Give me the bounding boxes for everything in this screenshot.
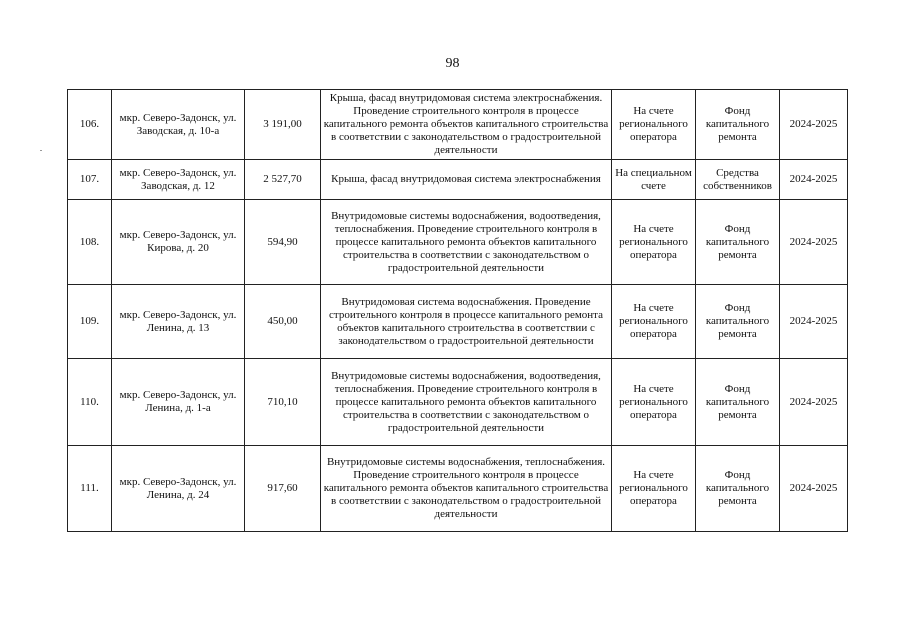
repair-schedule-table <box>67 89 848 532</box>
works-cell: Крыша, фасад внутридомовая система электроснабжения <box>321 160 612 200</box>
row-number: 106. <box>68 90 112 160</box>
cost-cell: 917,60 <box>245 446 321 532</box>
row-number: 110. <box>68 359 112 446</box>
source-cell: Фонд капитального ремонта <box>696 359 780 446</box>
account-cell: На специальном счете <box>612 160 696 200</box>
table-row <box>68 90 848 160</box>
account-cell: На счете регионального оператора <box>612 285 696 359</box>
row-number: 111. <box>68 446 112 532</box>
table-row <box>68 359 848 446</box>
table-row <box>68 446 848 532</box>
source-cell: Средства собственников <box>696 160 780 200</box>
address-cell: мкр. Северо-Задонск, ул. Заводская, д. 10-а <box>112 90 245 160</box>
period-cell: 2024-2025 <box>780 200 848 285</box>
account-cell: На счете регионального оператора <box>612 200 696 285</box>
period-cell: 2024-2025 <box>780 285 848 359</box>
account-cell: На счете регионального оператора <box>612 446 696 532</box>
account-cell: На счете регионального оператора <box>612 359 696 446</box>
address-cell: мкр. Северо-Задонск, ул. Заводская, д. 12 <box>112 160 245 200</box>
account-cell: На счете регионального оператора <box>612 90 696 160</box>
period-cell: 2024-2025 <box>780 359 848 446</box>
scan-speck <box>40 150 42 151</box>
works-cell: Внутридомовая система водоснабжения. Проведение строительного контроля в процессе капитального ремонта объектов капитального строительства в соответствии с законодательством о градостроительной деятельности <box>321 285 612 359</box>
source-cell: Фонд капитального ремонта <box>696 446 780 532</box>
source-cell: Фонд капитального ремонта <box>696 285 780 359</box>
period-cell: 2024-2025 <box>780 90 848 160</box>
address-cell: мкр. Северо-Задонск, ул. Кирова, д. 20 <box>112 200 245 285</box>
period-cell: 2024-2025 <box>780 160 848 200</box>
cost-cell: 3 191,00 <box>245 90 321 160</box>
address-cell: мкр. Северо-Задонск, ул. Ленина, д. 13 <box>112 285 245 359</box>
row-number: 109. <box>68 285 112 359</box>
cost-cell: 2 527,70 <box>245 160 321 200</box>
source-cell: Фонд капитального ремонта <box>696 200 780 285</box>
row-number: 107. <box>68 160 112 200</box>
source-cell: Фонд капитального ремонта <box>696 90 780 160</box>
works-cell: Крыша, фасад внутридомовая система электроснабжения. Проведение строительного контроля в процессе капитального ремонта объектов капитального строительства в соответствии с законодательством о градостроительной деятельности <box>321 90 612 160</box>
address-cell: мкр. Северо-Задонск, ул. Ленина, д. 1-а <box>112 359 245 446</box>
address-cell: мкр. Северо-Задонск, ул. Ленина, д. 24 <box>112 446 245 532</box>
works-cell: Внутридомовые системы водоснабжения, водоотведения, теплоснабжения. Проведение строительного контроля в процессе капитального ремонта объектов капитального строительства в соответствии с законодательством о градостроительной деятельности <box>321 200 612 285</box>
table-row <box>68 285 848 359</box>
row-number: 108. <box>68 200 112 285</box>
page-number: 98 <box>445 56 460 71</box>
table-row <box>68 160 848 200</box>
works-cell: Внутридомовые системы водоснабжения, водоотведения, теплоснабжения. Проведение строительного контроля в процессе капитального ремонта объектов капитального строительства в соответствии с законодательством о градостроительной деятельности <box>321 359 612 446</box>
works-cell: Внутридомовые системы водоснабжения, теплоснабжения. Проведение строительного контроля в процессе капитального ремонта объектов капитального строительства в соответствии с законодательством о градостроительной деятельности <box>321 446 612 532</box>
cost-cell: 594,90 <box>245 200 321 285</box>
table-row <box>68 200 848 285</box>
cost-cell: 450,00 <box>245 285 321 359</box>
period-cell: 2024-2025 <box>780 446 848 532</box>
cost-cell: 710,10 <box>245 359 321 446</box>
